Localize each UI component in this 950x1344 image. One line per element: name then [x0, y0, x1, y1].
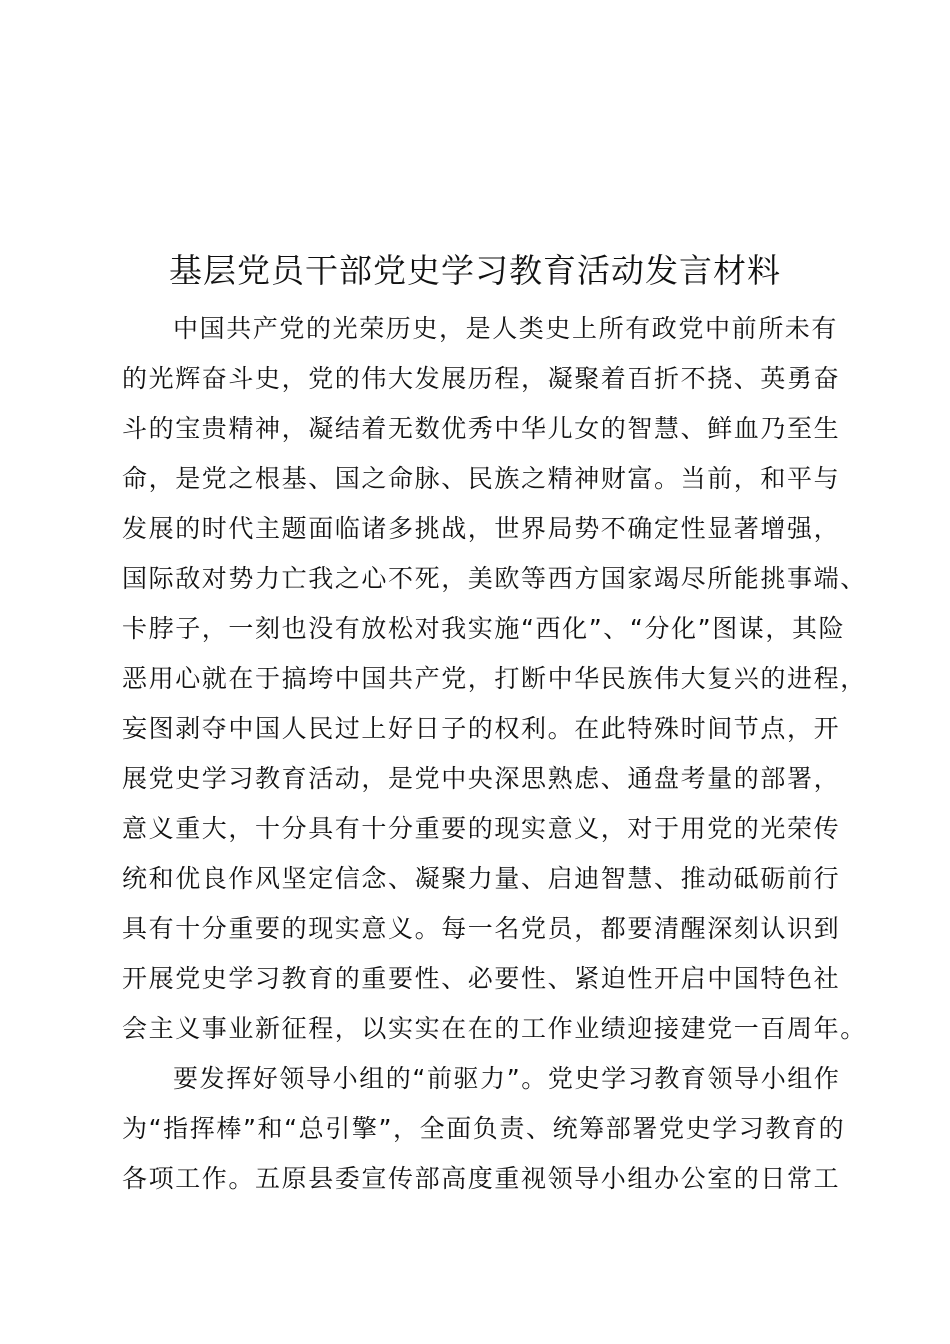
paragraph-line: 要发挥好领导小组的“前驱力”。党史学习教育领导小组作 [173, 1064, 841, 1093]
paragraph-line: 斗的宝贵精神，凝结着无数优秀中华儿女的智慧、鲜血乃至生 [122, 414, 841, 443]
paragraph-line: 展党史学习教育活动，是党中央深思熟虑、通盘考量的部署， [122, 764, 841, 793]
paragraph-line: 发展的时代主题面临诸多挑战，世界局势不确定性显著增强， [122, 514, 841, 543]
paragraph-2 [122, 1054, 852, 1204]
paragraph-line: 恶用心就在于搞垮中国共产党，打断中华民族伟大复兴的进程， [122, 664, 867, 693]
paragraph-line: 的光辉奋斗史，党的伟大发展历程，凝聚着百折不挠、英勇奋 [122, 364, 841, 393]
document-title: 基层党员干部党史学习教育活动发言材料 [169, 251, 781, 291]
paragraph-line: 中国共产党的光荣历史，是人类史上所有政党中前所未有 [173, 314, 839, 343]
paragraph-line: 卡脖子，一刻也没有放松对我实施“西化”、“分化”图谋，其险 [122, 614, 846, 643]
paragraph-1 [122, 304, 867, 1054]
paragraph-line: 各项工作。五原县委宣传部高度重视领导小组办公室的日常工 [122, 1164, 841, 1193]
paragraph-line: 开展党史学习教育的重要性、必要性、紧迫性开启中国特色社 [122, 964, 841, 993]
paragraph-line: 命，是党之根基、国之命脉、民族之精神财富。当前，和平与 [122, 464, 841, 493]
paragraph-line: 统和优良作风坚定信念、凝聚力量、启迪智慧、推动砥砺前行 [122, 864, 841, 893]
paragraph-line: 妄图剥夺中国人民过上好日子的权利。在此特殊时间节点，开 [122, 714, 841, 743]
document-body [122, 304, 867, 1204]
paragraph-line: 具有十分重要的现实意义。每一名党员，都要清醒深刻认识到 [122, 914, 841, 943]
paragraph-line: 国际敌对势力亡我之心不死，美欧等西方国家竭尽所能挑事端、 [122, 564, 867, 593]
paragraph-line: 为“指挥棒”和“总引擎”，全面负责、统筹部署党史学习教育的 [122, 1114, 846, 1143]
paragraph-line: 意义重大，十分具有十分重要的现实意义，对于用党的光荣传 [122, 814, 841, 843]
paragraph-line: 会主义事业新征程，以实实在在的工作业绩迎接建党一百周年。 [122, 1014, 867, 1043]
